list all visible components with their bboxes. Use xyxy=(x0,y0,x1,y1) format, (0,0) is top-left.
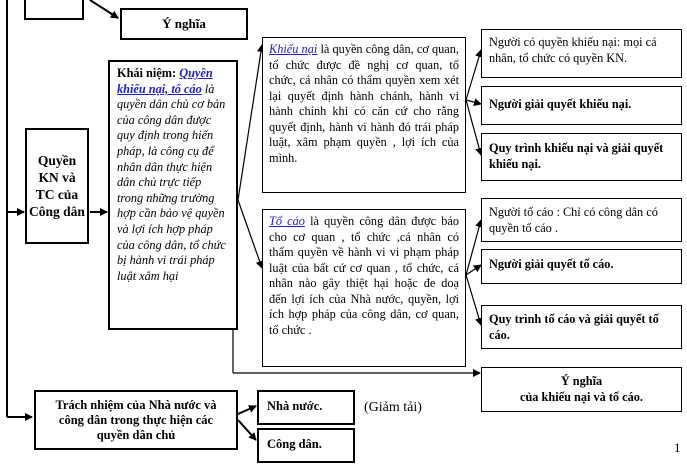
complaint-process-label: Quy trình khiếu nại và giải quyết khiếu nại. xyxy=(489,141,664,171)
complaint-resolver-box xyxy=(481,86,682,125)
denouncer-label: Người tố cáo : Chỉ có công dân có quyền tố cáo . xyxy=(489,205,658,235)
responsibility-label: Trách nhiệm của Nhà nước và công dân trong thực hiện các quyền dân chủ xyxy=(55,397,217,442)
meaning-right-sub: của khiếu nại và tố cáo. xyxy=(520,390,643,404)
meaning-box-right xyxy=(481,367,682,412)
denouncer-box xyxy=(481,198,682,242)
responsibility-box xyxy=(34,390,238,450)
citizen-label: Công dân. xyxy=(267,437,322,451)
top-left-box xyxy=(24,0,84,20)
citizen-box xyxy=(257,428,355,463)
complaint-term: Khiếu nại xyxy=(269,42,318,56)
meaning-right-title: Ý nghĩa xyxy=(560,374,603,388)
reduced-load-note: (Giảm tải) xyxy=(364,400,422,415)
complainant-label: Người có quyền khiếu nại: mọi cá nhân, tổ chức có quyền KN. xyxy=(489,35,657,65)
complaint-definition-box xyxy=(262,37,466,193)
meaning-top-label: Ý nghĩa xyxy=(162,16,206,31)
rights-box xyxy=(25,128,89,244)
rights-label: Quyền KN và TC của Công dân xyxy=(29,153,85,219)
denounce-process-label: Quy trình tố cáo và giải quyết tố cáo. xyxy=(489,312,659,342)
denounce-resolver-box xyxy=(481,249,682,284)
concept-term: Khái niệm: xyxy=(117,66,177,80)
state-box xyxy=(257,390,355,425)
complainant-box xyxy=(481,29,682,78)
complaint-process-box xyxy=(481,133,682,181)
denounce-text: là quyền công dân được báo cho cơ quan , tổ chức ,cá nhân có thẩm quyền về hành vi vi phạm pháp luật của bất cứ cơ quan , tổ chức, cá nhân nào gây thiệt hại hoặc đe doạ đến lợi ích của Nhà nước, quyền, lợi ích hợp pháp của công dân, cơ quan, tổ chức . xyxy=(269,214,459,337)
concept-text: là quyền dân chủ cơ bản của công dân được quy định trong hiến pháp, là công cụ để nhân dân thực hiện dân chủ trực tiếp trong những trường hợp cần bảo vệ quyền và lợi ích hợp pháp của công dân, tổ chức bị hành vi trái pháp luật xâm hại xyxy=(117,81,226,283)
concept-box xyxy=(108,60,238,330)
state-label: Nhà nước. xyxy=(267,399,323,413)
page-number: 1 xyxy=(674,440,681,455)
denounce-process-box xyxy=(481,305,682,349)
denounce-term: Tố cáo xyxy=(269,214,305,228)
denounce-resolver-label: Người giải quyết tố cáo. xyxy=(489,257,614,271)
concept-highlight: Quyền khiếu nại, tố cáo xyxy=(117,66,213,96)
meaning-box-top xyxy=(120,8,248,40)
denounce-definition-box xyxy=(262,209,466,367)
complaint-resolver-label: Người giải quyết khiếu nại. xyxy=(489,97,632,111)
complaint-text: là quyền công dân, cơ quan, tổ chức được đề nghị cơ quan, tổ chức, cá nhân có thẩm quyền xem xét lại quyết định hành chánh, hành vi hành chính khi có căn cứ cho rằng quyết định, hành vi hành đó trái pháp luật, xâm phạm quyền , lợi ích của mình. xyxy=(269,42,459,165)
